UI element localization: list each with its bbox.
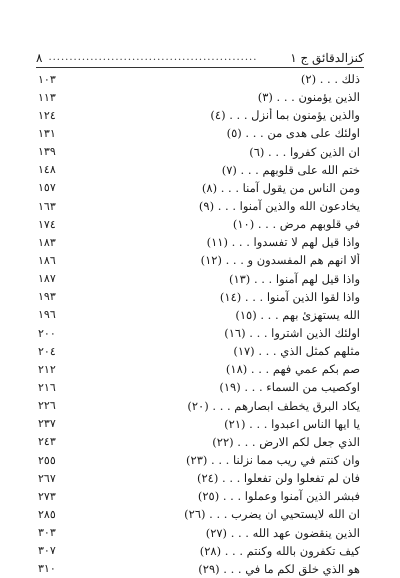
toc-entry [38,215,360,233]
toc-page-number: ٢٣٧ [38,417,56,431]
toc-page-number: ٢٧٣ [38,489,56,503]
toc-entry [38,524,360,542]
toc-entry [38,451,360,469]
toc-entry-text: صم بكم عمي فهم . . . (١٨) [225,362,360,377]
toc-entry [38,106,360,124]
header-book-title: كنزالدقائق ج ١ [290,51,364,65]
toc-entry [38,288,360,306]
toc-page-number: ٢٠٤ [38,344,56,358]
toc-page-number: ١٦٣ [38,199,56,213]
header-page-number: ٨ [36,51,43,65]
toc-entry [38,306,360,324]
toc-page-number: ٢١٢ [38,362,56,376]
toc-page-number: ٣١٠ [38,562,56,576]
toc-page-number: ٣٠٣ [38,526,56,540]
toc-entry [38,433,360,451]
toc-entry-text: الذين ينقضون عهد الله . . . (٢٧) [205,525,360,540]
toc-page-number: ١١٣ [38,90,56,104]
toc-entry [38,415,360,433]
toc-entry [38,197,360,215]
toc-entry [38,397,360,415]
toc-page-number: ١٠٣ [38,72,56,86]
toc-entry-text: يا ايها الناس اعبدوا . . . (٢١) [224,416,360,431]
toc-entry [38,143,360,161]
toc-entry-text: واذا لقوا الذين آمنوا . . . (١٤) [219,289,360,304]
toc-entry [38,360,360,378]
toc-entry [38,487,360,505]
toc-page-number: ١٩٦ [38,308,56,322]
toc-entry-text: اوكصيب من السماء . . . (١٩) [219,380,360,395]
toc-page-number: ١٨٧ [38,272,56,286]
toc-entry-text: وان كنتم في ريب مما نزلنا . . . (٢٣) [186,453,360,468]
toc-entry [38,324,360,342]
toc-page-number: ٢٨٥ [38,507,56,521]
toc-entry-text: ومن الناس من يقول آمنا . . . (٨) [201,180,360,195]
toc-entry-text: يخادعون الله والذين آمنوا . . . (٩) [198,199,360,214]
toc-entry-text: ختم الله على قلوبهم . . . (٧) [221,162,360,177]
toc-entry [38,251,360,269]
toc-entry [38,70,360,88]
toc-entry-text: الله يستهزئ بهم . . . (١٥) [235,307,360,322]
table-of-contents [38,70,360,578]
toc-page-number: ٢٢٦ [38,399,56,413]
toc-entry [38,161,360,179]
toc-entry-text: ان الله لايستحيي ان يضرب . . . (٢٦) [184,507,360,522]
toc-page-number: ٢٦٧ [38,471,56,485]
header-dot-leader: .................................................. [48,52,258,63]
toc-page-number: ١٧٤ [38,217,56,231]
toc-page-number: ٢٤٣ [38,435,56,449]
toc-entry-text: كيف تكفرون بالله وكنتم . . . (٢٨) [199,543,360,558]
toc-entry-text: اولئك على هدى من . . . (٥) [226,126,360,141]
toc-entry [38,179,360,197]
running-header [36,49,364,67]
toc-entry-text: واذا قيل لهم لا تفسدوا . . . (١١) [206,235,360,250]
toc-entry-text: مثلهم كمثل الذي . . . (١٧) [233,344,360,359]
header-rule [36,67,364,68]
toc-entry [38,233,360,251]
toc-entry [38,342,360,360]
toc-entry [38,378,360,396]
toc-page-number: ١٣١ [38,126,56,140]
toc-entry-text: واذا قيل لهم آمنوا . . . (١٣) [228,271,360,286]
toc-entry [38,124,360,142]
toc-page-number: ١٨٣ [38,235,56,249]
toc-page-number: ١٩٣ [38,290,56,304]
toc-page-number: ١٨٦ [38,253,56,267]
toc-page-number: ١٢٤ [38,108,56,122]
toc-entry [38,270,360,288]
toc-entry-text: ان الذين كفروا . . . (٦) [249,144,360,159]
toc-entry [38,88,360,106]
toc-entry [38,469,360,487]
toc-page-number: ٢٥٥ [38,453,56,467]
toc-page-number: ١٣٩ [38,145,56,159]
toc-entry-text: ألا انهم هم المفسدون و . . . (١٢) [200,253,360,268]
toc-entry-text: فان لم تفعلوا ولن تفعلوا . . . (٢٤) [197,471,360,486]
toc-entry-text: ذلك . . . (٢) [300,72,360,87]
toc-entry-text: في قلوبهم مرض . . . (١٠) [232,217,360,232]
toc-entry-text: والذين يؤمنون بما أنزل . . . (٤) [210,108,360,123]
toc-entry [38,542,360,560]
toc-page-number: ١٤٨ [38,163,56,177]
toc-entry-text: الذين يؤمنون . . . (٣) [257,90,360,105]
toc-entry [38,505,360,523]
toc-page-number: ٢١٦ [38,380,56,394]
toc-entry-text: اولئك الذين اشتروا . . . (١٦) [224,326,360,341]
toc-entry-text: هو الذي خلق لكم ما في . . . (٢٩) [198,561,360,576]
toc-page-number: ٣٠٧ [38,544,56,558]
toc-page-number: ٢٠٠ [38,326,56,340]
toc-entry-text: فبشر الذين آمنوا وعملوا . . . (٢٥) [197,489,360,504]
toc-entry [38,560,360,578]
toc-page-number: ١٥٧ [38,181,56,195]
toc-entry-text: يكاد البرق يخطف ابصارهم . . . (٢٠) [187,398,360,413]
toc-entry-text: الذي جعل لكم الارض . . . (٢٢) [212,434,360,449]
